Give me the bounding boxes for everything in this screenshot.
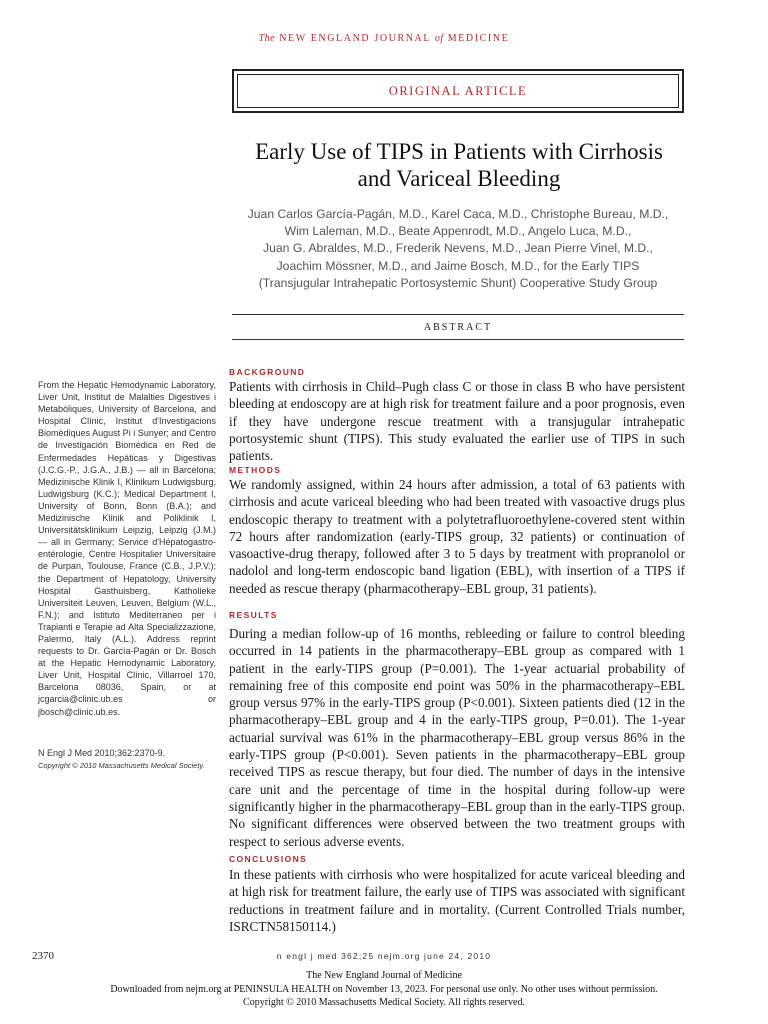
journal-header-mid: NEW ENGLAND JOURNAL <box>275 33 435 44</box>
download-line: Downloaded from nejm.org at PENINSULA HEALTH on November 13, 2023. For personal use only. No other uses without permission. <box>110 983 658 995</box>
results-heading: RESULTS <box>229 610 278 620</box>
article-type-box <box>232 69 684 113</box>
author-line: Juan Carlos García-Pagán, M.D., Karel Caca, M.D., Christophe Bureau, M.D., <box>247 207 669 221</box>
background-heading: BACKGROUND <box>229 367 306 377</box>
journal-running-header <box>0 33 768 44</box>
conclusions-text: In these patients with cirrhosis who were hospitalized for acute variceal bleeding and at high risk for treatment failure, the early use of TIPS was associated with significant reductions in treatment failure and in mortality. (Current Controlled Trials number, ISRCTN58150114.) <box>229 867 685 934</box>
article-title-line-1: Early Use of TIPS in Patients with Cirrhosis <box>255 139 663 164</box>
background-text: Patients with cirrhosis in Child–Pugh class C or those in class B who have persistent bleeding at endoscopy are at high risk for treatment failure and a poor prognosis, even if they have undergone rescue treatment with a transjugular intrahepatic portosystemic shunt (TIPS). This study evaluated the earlier use of TIPS in such patients. <box>229 379 685 464</box>
rights-line: Copyright © 2010 Massachusetts Medical Society. All rights reserved. <box>243 997 525 1008</box>
author-line: Wim Laleman, M.D., Beate Appenrodt, M.D., Angelo Luca, M.D., <box>284 224 632 239</box>
author-line: Joachim Mössner, M.D., and Jaime Bosch, M.D., for the Early TIPS <box>276 258 640 273</box>
page-number: 2370 <box>32 950 54 962</box>
methods-text: We randomly assigned, within 24 hours after admission, a total of 63 patients with cirrhosis and acute variceal bleeding who had been treated with vasoactive drugs plus endoscopic therapy to treatment with a polytetrafluoroethylene-covered stent within 72 hours after randomization (early-TIPS group, 32 patients) or continuation of vasoactive-drug therapy, followed after 3 to 5 days by treatment with propranolol or nadolol and long-term endoscopic band ligation (EBL), with insertion of a TIPS if needed as rescue therapy (pharmacotherapy–EBL group, 31 patients). <box>229 477 685 596</box>
journal-header-of: of <box>434 33 444 44</box>
footer-journal-line: n engl j med 362;25 nejm.org june 24, 2010 <box>276 951 492 961</box>
author-line: (Transjugular Intrahepatic Portosystemic Shunt) Cooperative Study Group <box>258 275 658 290</box>
author-line: Juan G. Abraldes, M.D., Frederik Nevens, M.D., Jean Pierre Vinel, M.D., <box>263 241 653 256</box>
copyright-notice: Copyright © 2010 Massachusetts Medical Society. <box>38 761 205 770</box>
results-text: During a median follow-up of 16 months, rebleeding or failure to control bleeding occurred in 14 patients in the pharmacotherapy–EBL group as compared with 1 patient in the early-TIPS group (P=0.001). The 1-year actuarial probability of remaining free of this composite end point was 50% in the pharmacotherapy–EBL group versus 97% in the early-TIPS group (P<0.001). Sixteen patients died (12 in the pharmacotherapy–EBL group and 4 in the early-TIPS group, P=0.01). The 1-year actuarial survival was 61% in the pharmacotherapy–EBL group versus 86% in the early-TIPS group (P<0.001). Seven patients in the pharmacotherapy–EBL group received TIPS as rescue therapy, but four died. The number of days in the intensive care unit and the percentage of time in the hospital during follow-up were significantly higher in the pharmacotherapy–EBL group than in the early-TIPS group. No significant differences were observed between the two treatment groups with respect to serious adverse events. <box>229 626 685 849</box>
affiliations-sidebar: From the Hepatic Hemodynamic Laboratory, Liver Unit, Institut de Malalties Digestives i Metabòliques, University of Barcelona, and Hospital Clínic, Institut d'Investigacions Biomèdiques August Pi i Sunyer; and Centro de Investigación Biomédica en Red de Enfermedades Hepáticas y Digestivas (J.C.G.-P., J.G.A., J.B.) — all in Barcelona; Medizinische Klinik I, Klinikum Ludwigsburg, Ludwigsburg (K.C.); Medical Department I, University of Bonn, Bonn (B.A.); and Medizinische Klinik and Poliklinik I, Universitätsklinikum Leipzig, Leipzig (J.M.) — all in Germany; Service d'Hépatogastro-entérologie, Centre Hospitalier Universitaire de Purpan, Toulouse, France (C.B., J.P.V.); the Department of Hepatology, University Hospital Gasthuisberg, Katholieke Universiteit Leuven, Leuven, Belgium (W.L., F.N.); and Istituto Mediterraneo per i Trapianti e Terapie ad Alta Specializzazione, Palermo, Italy (A.L.). Address reprint requests to Dr. García-Pagán or Dr. Bosch at the Hepatic Hemodynamic Laboratory, Liver Unit, Hospital Clínic, Villarroel 170, Barcelona 08036, Spain, or at jcgarcia@clinic.ub.es or jbosch@clinic.ub.es. <box>38 380 216 717</box>
abstract-heading: ABSTRACT <box>232 314 684 340</box>
download-notice <box>0 969 768 1010</box>
citation: N Engl J Med 2010;362:2370-9. <box>38 748 166 758</box>
article-title <box>220 138 698 192</box>
methods-heading: METHODS <box>229 465 282 475</box>
author-list <box>232 206 684 292</box>
article-title-line-2: and Variceal Bleeding <box>357 166 561 191</box>
journal-header-prefix: The <box>258 33 276 44</box>
publisher-line: The New England Journal of Medicine <box>306 970 462 981</box>
journal-header-suffix: MEDICINE <box>443 33 510 44</box>
article-type-label: ORIGINAL ARTICLE <box>237 74 679 108</box>
conclusions-heading: CONCLUSIONS <box>229 854 308 864</box>
